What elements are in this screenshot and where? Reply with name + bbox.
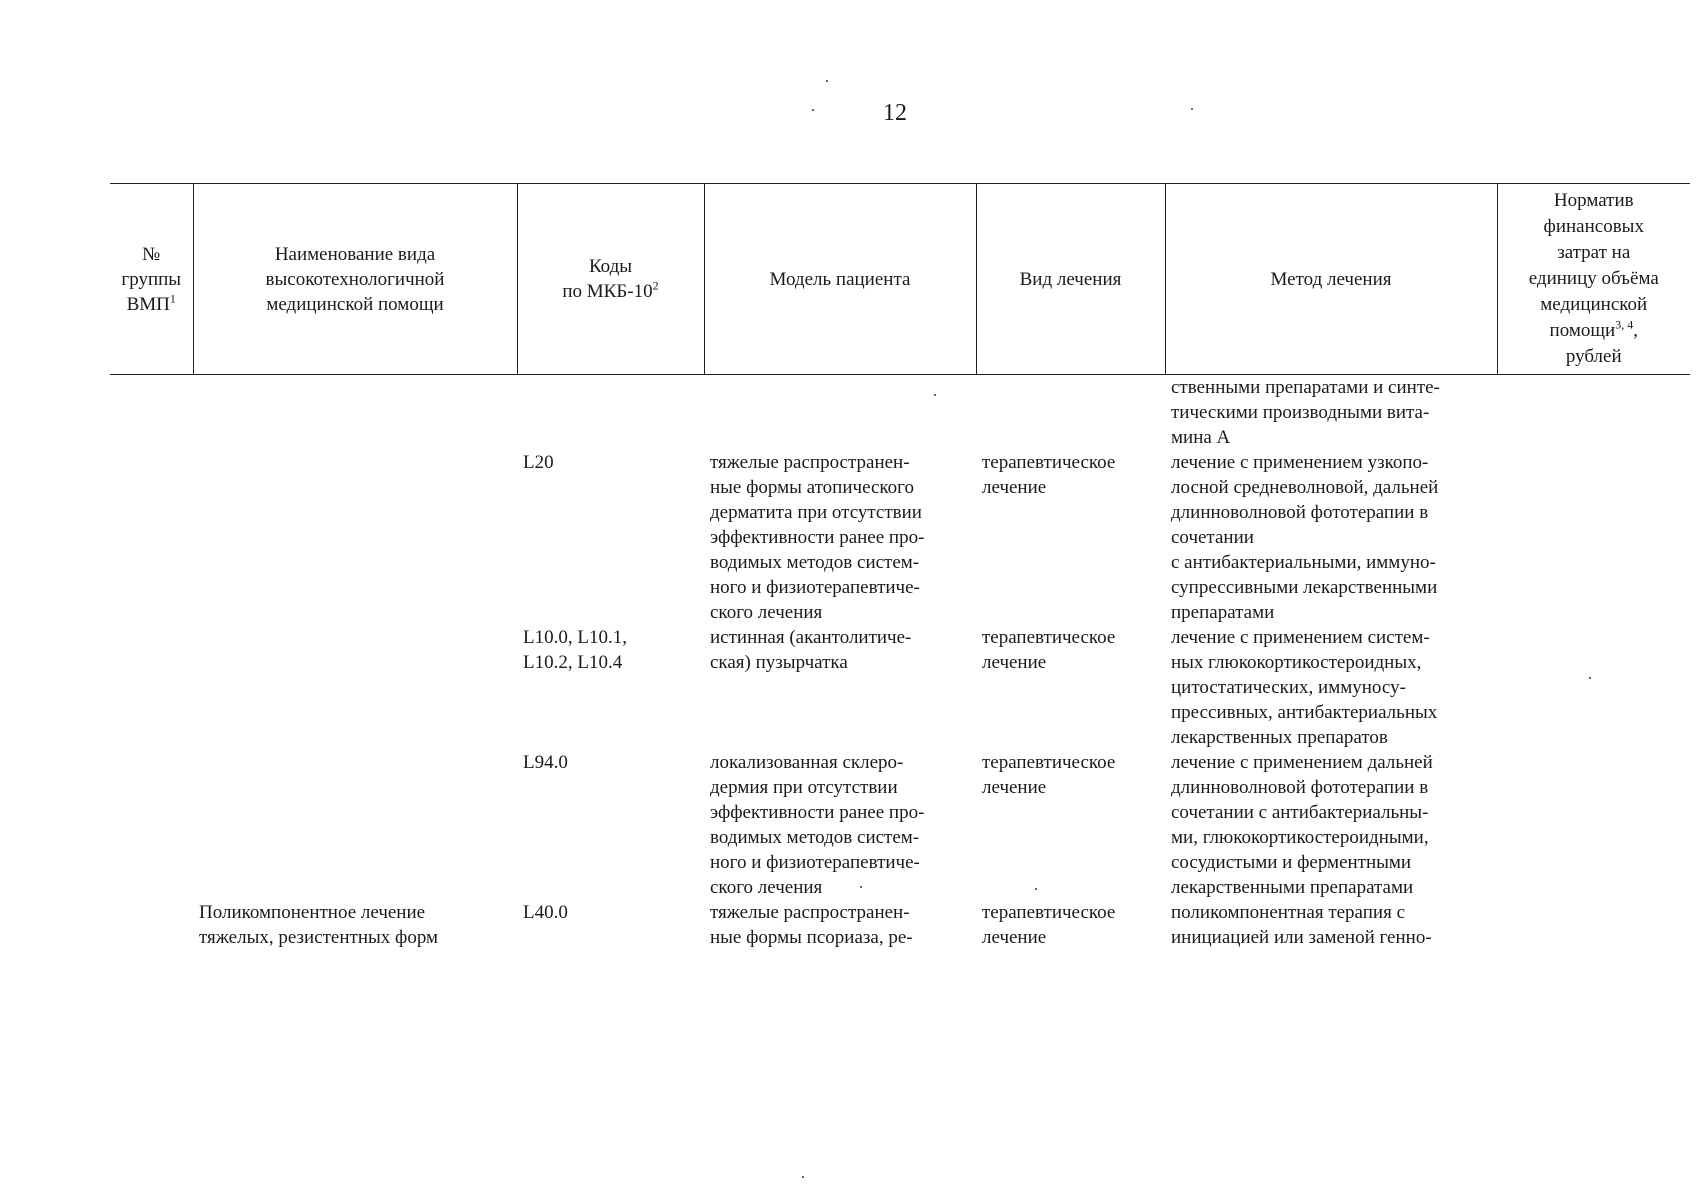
- header-patient-model: Модель пациента: [704, 184, 976, 375]
- cell-cost: [1497, 450, 1690, 625]
- scan-speck: [812, 109, 814, 111]
- cell-cost: [1497, 375, 1690, 451]
- cell-group: [110, 750, 193, 900]
- page-number: 12: [883, 100, 907, 126]
- cell-codes: L10.0, L10.1, L10.2, L10.4: [523, 627, 627, 673]
- cell-method: лечение с применением дальней длинноволновой фототерапии в сочетании с антибактериальны- ми, глюкокортикостероидными, сосудистыми и ферментными лекарственными препаратами: [1171, 752, 1433, 898]
- header-treatment-method: Метод лечения: [1165, 184, 1497, 375]
- cell-group: [110, 375, 193, 451]
- scan-speck: [802, 1176, 804, 1178]
- cell-group: [110, 625, 193, 750]
- header-group-number: № группы ВМП$^1$: [110, 184, 193, 375]
- table-header-row: [110, 184, 1690, 375]
- cell-method: лечение с применением систем- ных глюкокортикостероидных, цитостатических, иммуносу- прессивных, антибактериальных лекарственных препаратов: [1171, 627, 1438, 748]
- cell-codes: L40.0: [523, 902, 568, 923]
- cell-model: локализованная склеро- дермия при отсутствии эффективности ранее про- водимых методов систем- ного и физиотерапевтиче- ского лечения: [710, 752, 925, 898]
- table-row: [110, 625, 1690, 750]
- cell-model: тяжелые распространен- ные формы псориаза, ре-: [710, 902, 913, 948]
- cell-cost: [1497, 750, 1690, 900]
- cell-model: [704, 375, 976, 451]
- cell-method: лечение с применением узкопо- лосной средневолновой, дальней длинноволновой фототерапии в сочетании с антибактериальными, иммуно- супрессивными лекарственными препаратами: [1171, 452, 1439, 623]
- cell-treatment: терапевтическое лечение: [982, 627, 1116, 673]
- cell-group: [110, 450, 193, 625]
- cell-method: поликомпонентная терапия с инициацией или заменой генно-: [1171, 902, 1432, 948]
- header-care-type-name: Наименование вида высокотехнологичной медицинской помощи: [193, 184, 517, 375]
- cell-treatment: терапевтическое лечение: [982, 902, 1116, 948]
- cell-name: [193, 375, 517, 451]
- header-icd-codes: Коды по МКБ-$10^2$: [517, 184, 704, 375]
- cell-name: [193, 625, 517, 750]
- header-treatment-type: Вид лечения: [976, 184, 1165, 375]
- vmp-table: [110, 183, 1690, 950]
- table-row: [110, 900, 1690, 950]
- cell-method: ственными препаратами и синте- тическими производными вита- мина А: [1171, 377, 1440, 448]
- table-row: [110, 375, 1690, 451]
- table-row: [110, 450, 1690, 625]
- cell-codes: [517, 375, 704, 451]
- cell-name: [193, 750, 517, 900]
- cell-group: [110, 900, 193, 950]
- scan-speck: [1191, 108, 1193, 110]
- scan-speck: [826, 80, 828, 82]
- cell-treatment: [976, 375, 1165, 451]
- header-cost-standard: Норматив финансовых затрат на единицу объёма медицинской помощи$^{3, 4}$, рублей: [1497, 184, 1690, 375]
- cell-cost: [1497, 625, 1690, 750]
- cell-treatment: терапевтическое лечение: [982, 452, 1116, 498]
- cell-name: Поликомпонентное лечение тяжелых, резистентных форм: [199, 902, 439, 948]
- cell-model: тяжелые распространен- ные формы атопического дерматита при отсутствии эффективности ранее про- водимых методов систем- ного и физиотерапевтиче- ского лечения: [710, 452, 925, 623]
- cell-cost: [1497, 900, 1690, 950]
- table-row: [110, 750, 1690, 900]
- cell-model: истинная (акантолитиче- ская) пузырчатка: [710, 627, 912, 673]
- cell-name: [193, 450, 517, 625]
- cell-codes: L94.0: [523, 752, 568, 773]
- cell-codes: L20: [523, 452, 554, 473]
- cell-treatment: терапевтическое лечение: [982, 752, 1116, 798]
